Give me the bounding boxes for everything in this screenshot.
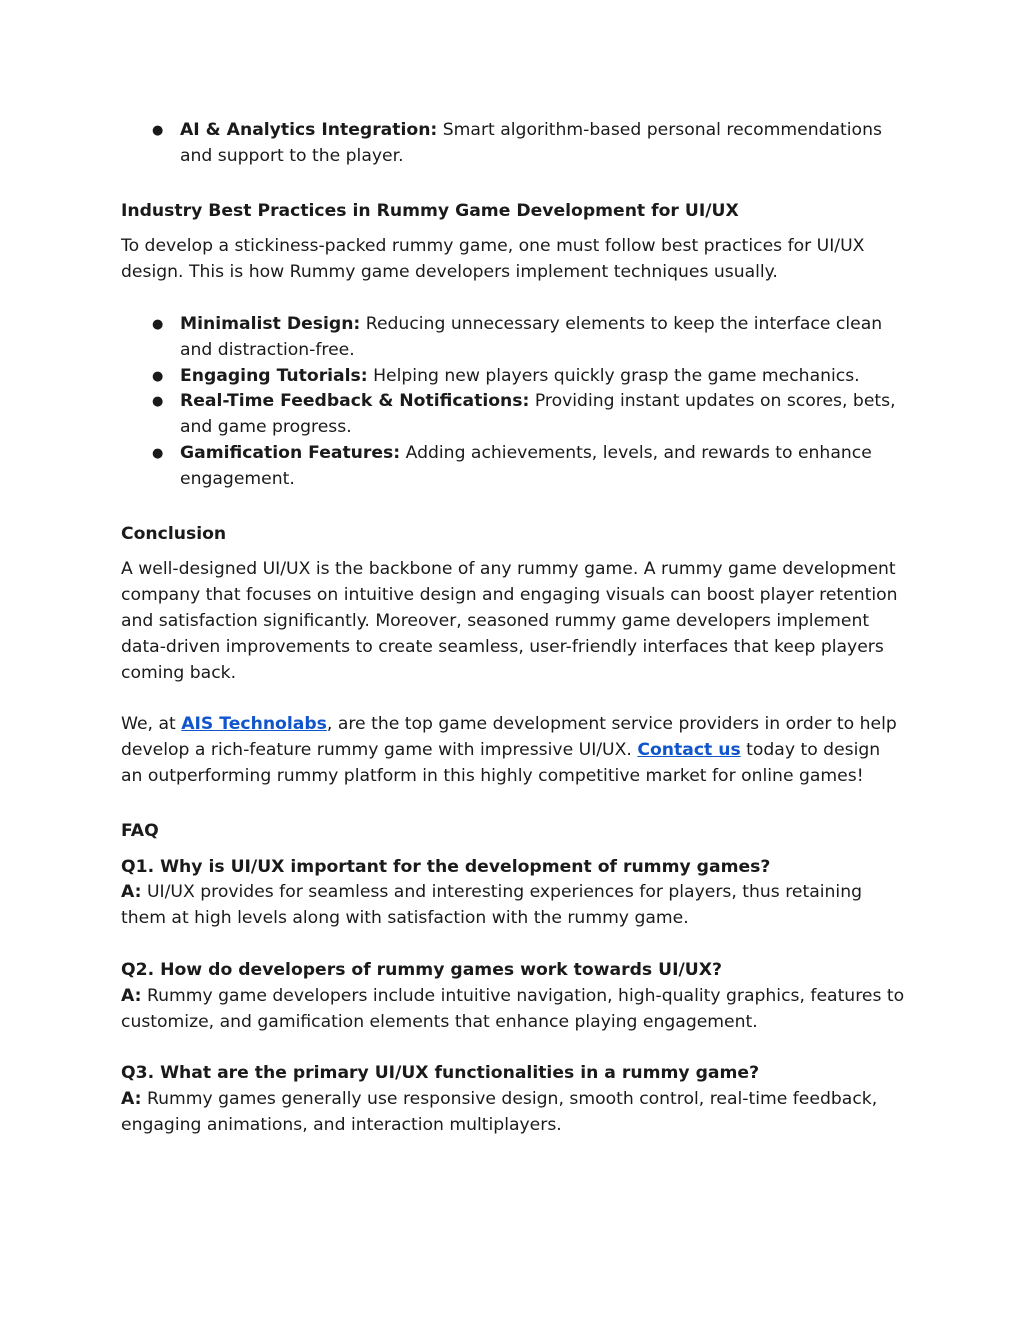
section-heading-best-practices: Industry Best Practices in Rummy Game Development for UI/UX xyxy=(121,200,739,221)
faq-question: Q1. Why is UI/UX important for the development of rummy games? xyxy=(121,856,771,877)
cta-paragraph xyxy=(121,712,906,789)
best-practices-intro: To develop a stickiness-packed rummy game, one must follow best practices for UI/UX design. This is how Rummy game developers implement techniques usually. xyxy=(121,236,865,283)
list-item-text: Helping new players quickly grasp the game mechanics. xyxy=(367,365,860,386)
section-heading-faq: FAQ xyxy=(121,820,159,841)
list-item-text: Adding achievements, levels, and rewards to enhance engagement. xyxy=(180,442,872,489)
conclusion-paragraph: A well-designed UI/UX is the backbone of any rummy game. A rummy game development company that focuses on intuitive design and engaging visuals can boost player retention and satisfaction significantly. Moreover, seasoned rummy game developers implement data-driven improvements to create seamless, user-friendly interfaces that keep players coming back. xyxy=(121,559,898,683)
list-item xyxy=(121,441,906,493)
faq-question: Q3. What are the primary UI/UX functionalities in a rummy game? xyxy=(121,1063,760,1084)
best-practices-list xyxy=(121,312,906,493)
cta-text-part1: We, at xyxy=(121,714,182,735)
list-item-term: Gamification Features: xyxy=(180,442,401,463)
list-item xyxy=(121,389,906,441)
contact-us-link[interactable]: Contact us xyxy=(637,740,741,761)
list-item-text: Reducing unnecessary elements to keep the interface clean and distraction-free. xyxy=(180,313,883,360)
document-content xyxy=(121,118,906,1139)
faq-answer-text: Rummy game developers include intuitive navigation, high-quality graphics, features to customize, and gamification elements that enhance playing engagement. xyxy=(121,985,905,1032)
list-item-term: Minimalist Design: xyxy=(180,313,361,334)
list-item-term: AI & Analytics Integration: xyxy=(180,120,438,140)
cta-text-part3: today to design an outperforming rummy platform in this highly competitive market for online games! xyxy=(121,740,881,786)
faq-answer-label: A: xyxy=(121,1089,142,1110)
faq-question: Q2. How do developers of rummy games work towards UI/UX? xyxy=(121,959,722,980)
list-item xyxy=(121,312,906,364)
list-item xyxy=(121,118,906,170)
faq-answer-label: A: xyxy=(121,985,142,1006)
faq-item-2 xyxy=(121,958,906,1035)
list-item-term: Real-Time Feedback & Notifications: xyxy=(180,391,530,412)
list-item-text: Smart algorithm-based personal recommendations and support to the player. xyxy=(180,120,882,166)
list-item xyxy=(121,364,906,390)
faq-answer-text: Rummy games generally use responsive design, smooth control, real-time feedback, engaging animations, and interaction multiplayers. xyxy=(121,1089,878,1135)
top-bullet-list xyxy=(121,118,906,170)
list-item-term: Engaging Tutorials: xyxy=(180,365,368,386)
faq-answer-label: A: xyxy=(121,882,142,903)
faq-answer xyxy=(121,880,906,932)
section-heading-conclusion: Conclusion xyxy=(121,523,227,544)
faq-answer-text: UI/UX provides for seamless and interesting experiences for players, thus retaining them at high levels along with satisfaction with the rummy game. xyxy=(121,882,862,929)
faq-item-1 xyxy=(121,855,906,932)
list-item-text: Providing instant updates on scores, bets, and game progress. xyxy=(180,391,896,438)
ais-technolabs-link[interactable]: AIS Technolabs xyxy=(181,714,327,735)
cta-text-part2: , are the top game development service providers in order to help develop a rich-feature rummy game with impressive UI/UX. xyxy=(121,714,897,761)
faq-answer xyxy=(121,984,906,1036)
faq-item-3 xyxy=(121,1061,906,1138)
faq-answer xyxy=(121,1087,906,1139)
